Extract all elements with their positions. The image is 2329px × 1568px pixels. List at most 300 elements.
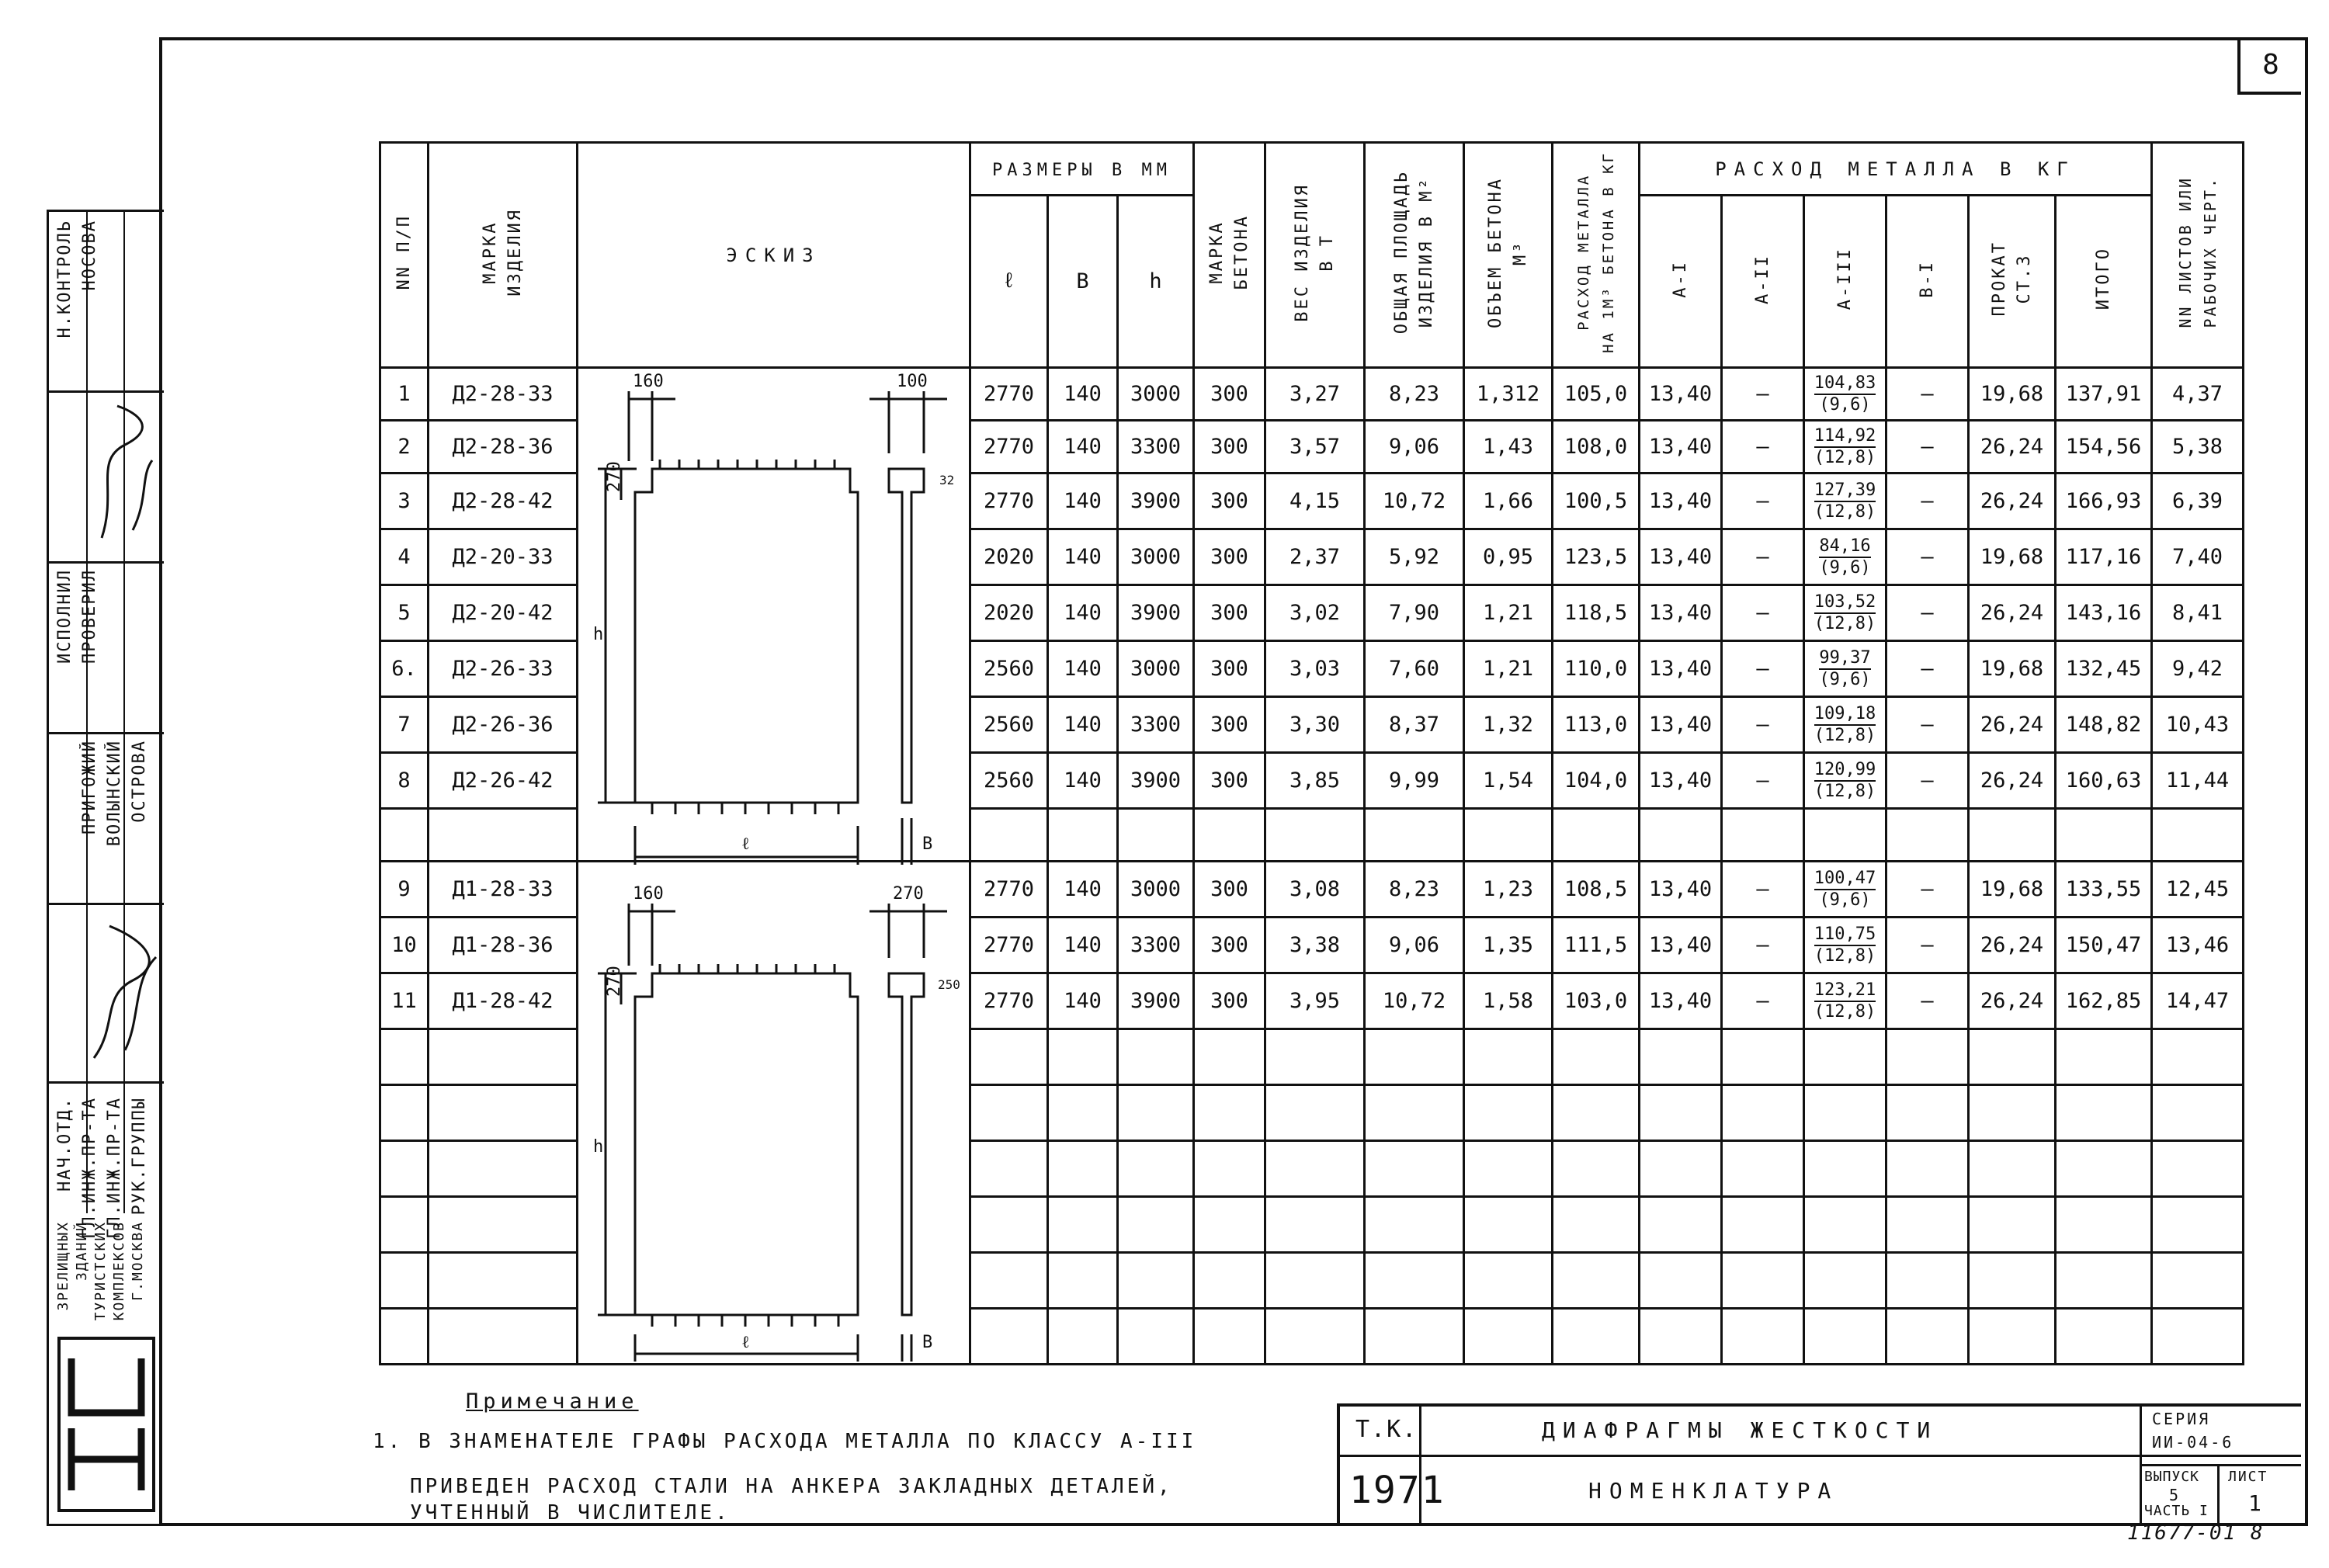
- row-number: 6.: [380, 641, 429, 697]
- cell-rolled: [1969, 1029, 2056, 1085]
- dim-label: 270: [605, 966, 624, 997]
- cell-volume: [1464, 1253, 1553, 1309]
- a3-numerator: 123,21: [1814, 980, 1876, 1000]
- cell-area: 10,72: [1365, 973, 1464, 1029]
- cell-v1: —: [1886, 697, 1969, 753]
- cell-area: [1365, 809, 1464, 862]
- stamp-role: ГЛ.ИНЖ.ПР-ТА: [80, 1097, 99, 1239]
- cell-total: [2056, 1029, 2152, 1085]
- cell-total: 154,56: [2056, 421, 2152, 474]
- header-area: ОБЩАЯ ПЛОЩАДЬ ИЗДЕЛИЯ В М²: [1365, 143, 1464, 368]
- cell-sheet: [2152, 1141, 2244, 1197]
- cell-volume: [1464, 1197, 1553, 1253]
- cell-area: 10,72: [1365, 474, 1464, 529]
- cell-a1: 13,40: [1640, 641, 1722, 697]
- org-line: ТУРИСТСКИХ: [92, 1221, 109, 1321]
- a3-denominator: (9,6): [1819, 557, 1871, 578]
- cell-area: [1365, 1309, 1464, 1365]
- cell-per_m3: [1553, 1141, 1640, 1197]
- cell-a3: [1804, 973, 1886, 1029]
- cell-total: 132,45: [2056, 641, 2152, 697]
- series-value: ИИ-04-6: [2152, 1433, 2234, 1452]
- cell-area: 8,23: [1365, 862, 1464, 918]
- cell-volume: 1,66: [1464, 474, 1553, 529]
- cell-v1: [1886, 1029, 1969, 1085]
- cell-sheet: [2152, 1309, 2244, 1365]
- dim-label: ℓ: [741, 1333, 750, 1352]
- note-line: ПРИВЕДЕН РАСХОД СТАЛИ НА АНКЕРА ЗАКЛАДНЫХ ДЕТАЛЕЙ,: [410, 1475, 1173, 1498]
- cell-b: [1048, 1141, 1118, 1197]
- a3-numerator: 114,92: [1814, 425, 1876, 446]
- cell-a3: [1804, 421, 1886, 474]
- cell-v1: —: [1886, 641, 1969, 697]
- cell-a1: 13,40: [1640, 973, 1722, 1029]
- cell-concrete: [1194, 1141, 1265, 1197]
- cell-v1: —: [1886, 862, 1969, 918]
- cell-rolled: [1969, 1253, 2056, 1309]
- cell-weight: [1265, 809, 1365, 862]
- cell-v1: [1886, 1141, 1969, 1197]
- cell-concrete: 300: [1194, 918, 1265, 973]
- sheet-value: 1: [2248, 1490, 2269, 1516]
- row-mark: Д2-26-33: [429, 641, 578, 697]
- row-mark: Д1-28-36: [429, 918, 578, 973]
- cell-weight: 3,95: [1265, 973, 1365, 1029]
- a3-denominator: (12,8): [1814, 613, 1876, 633]
- cell-a1: [1640, 1253, 1722, 1309]
- note-title: Примечание: [466, 1389, 639, 1414]
- cell-per_m3: [1553, 1029, 1640, 1085]
- cell-area: 7,60: [1365, 641, 1464, 697]
- cell-l: [970, 1197, 1048, 1253]
- cell-v1: —: [1886, 474, 1969, 529]
- stamp-name: ПРОВЕРИЛ: [80, 569, 99, 664]
- cell-b: 140: [1048, 918, 1118, 973]
- cell-a2: [1722, 1141, 1804, 1197]
- cell-l: [970, 1029, 1048, 1085]
- cell-l: [970, 1085, 1048, 1141]
- header-metal-per-m3: РАСХОД МЕТАЛЛА НА 1М³ БЕТОНА В КГ: [1553, 143, 1640, 368]
- cell-l: [970, 1309, 1048, 1365]
- title-block: [1337, 1403, 2301, 1523]
- sketches: [582, 368, 975, 1362]
- cell-volume: 1,58: [1464, 973, 1553, 1029]
- header-l: ℓ: [970, 196, 1048, 368]
- stamp-role: НАЧ.ОТД.: [55, 1097, 75, 1192]
- cell-a2: —: [1722, 474, 1804, 529]
- cell-volume: 1,35: [1464, 918, 1553, 973]
- row-number: [380, 1309, 429, 1365]
- row-mark: Д2-28-36: [429, 421, 578, 474]
- cell-volume: 1,23: [1464, 862, 1553, 918]
- cell-a1: [1640, 1085, 1722, 1141]
- org-line: ЗДАНИЙ: [74, 1221, 90, 1282]
- dim-label: 270: [893, 884, 924, 904]
- cell-total: [2056, 809, 2152, 862]
- cell-total: 117,16: [2056, 529, 2152, 585]
- cell-a2: —: [1722, 862, 1804, 918]
- cell-total: 143,16: [2056, 585, 2152, 641]
- cell-per_m3: [1553, 1309, 1640, 1365]
- cell-total: 160,63: [2056, 753, 2152, 809]
- cell-sheet: [2152, 1253, 2244, 1309]
- row-mark: Д2-20-42: [429, 585, 578, 641]
- cell-weight: [1265, 1085, 1365, 1141]
- cell-volume: 1,21: [1464, 585, 1553, 641]
- cell-a2: —: [1722, 421, 1804, 474]
- cell-concrete: 300: [1194, 641, 1265, 697]
- cell-h: [1118, 1141, 1194, 1197]
- header-num: NN П/П: [380, 143, 429, 368]
- cell-h: [1118, 1253, 1194, 1309]
- cell-volume: 0,95: [1464, 529, 1553, 585]
- cell-a2: [1722, 809, 1804, 862]
- cell-l: [970, 1253, 1048, 1309]
- cell-a1: 13,40: [1640, 421, 1722, 474]
- row-number: 2: [380, 421, 429, 474]
- cell-per_m3: 123,5: [1553, 529, 1640, 585]
- cell-concrete: [1194, 809, 1265, 862]
- cell-weight: 2,37: [1265, 529, 1365, 585]
- a3-numerator: 127,39: [1814, 480, 1876, 500]
- cell-volume: 1,312: [1464, 368, 1553, 421]
- cell-a3: [1804, 697, 1886, 753]
- cell-total: [2056, 1197, 2152, 1253]
- cell-area: 9,99: [1365, 753, 1464, 809]
- cell-rolled: [1969, 1141, 2056, 1197]
- row-mark: Д2-20-33: [429, 529, 578, 585]
- org-line: Г.МОСКВА: [130, 1221, 146, 1301]
- cell-h: 3300: [1118, 697, 1194, 753]
- cell-h: 3900: [1118, 973, 1194, 1029]
- cell-a3: [1804, 368, 1886, 421]
- cell-h: 3900: [1118, 753, 1194, 809]
- stamp-role: Н.КОНТРОЛЬ: [55, 220, 75, 338]
- cell-concrete: [1194, 1085, 1265, 1141]
- cell-a2: [1722, 1029, 1804, 1085]
- cell-l: 2770: [970, 421, 1048, 474]
- dim-label: h: [593, 625, 604, 644]
- a3-denominator: (9,6): [1814, 394, 1876, 415]
- cell-b: 140: [1048, 973, 1118, 1029]
- cell-a3: [1804, 753, 1886, 809]
- cell-volume: 1,32: [1464, 697, 1553, 753]
- cell-h: [1118, 1029, 1194, 1085]
- cell-a1: 13,40: [1640, 474, 1722, 529]
- header-volume: ОБЪЕМ БЕТОНА М³: [1464, 143, 1553, 368]
- cell-a1: 13,40: [1640, 697, 1722, 753]
- cell-sheet: 10,43: [2152, 697, 2244, 753]
- cell-b: [1048, 1197, 1118, 1253]
- cell-weight: [1265, 1309, 1365, 1365]
- organization-logo: [56, 1335, 157, 1514]
- cell-a2: [1722, 1197, 1804, 1253]
- cell-per_m3: 105,0: [1553, 368, 1640, 421]
- cell-rolled: [1969, 1309, 2056, 1365]
- cell-area: [1365, 1253, 1464, 1309]
- cell-concrete: [1194, 1197, 1265, 1253]
- cell-a2: —: [1722, 697, 1804, 753]
- a3-denominator: (9,6): [1814, 889, 1876, 911]
- cell-l: 2020: [970, 529, 1048, 585]
- header-concrete: МАРКА БЕТОНА: [1194, 143, 1265, 368]
- cell-total: 162,85: [2056, 973, 2152, 1029]
- a3-denominator: (12,8): [1814, 781, 1876, 801]
- year: 1971: [1349, 1469, 1446, 1512]
- header-h: h: [1118, 196, 1194, 368]
- cell-area: 8,37: [1365, 697, 1464, 753]
- cell-a2: —: [1722, 973, 1804, 1029]
- cell-h: 3000: [1118, 529, 1194, 585]
- row-number: [380, 1085, 429, 1141]
- cell-l: 2560: [970, 753, 1048, 809]
- header-mark: МАРКА ИЗДЕЛИЯ: [429, 143, 578, 368]
- cell-a1: 13,40: [1640, 753, 1722, 809]
- header-a3: А-III: [1804, 196, 1886, 368]
- cell-weight: 3,85: [1265, 753, 1365, 809]
- drawing-subtitle: НОМЕНКЛАТУРА: [1588, 1478, 1839, 1504]
- cell-b: 140: [1048, 862, 1118, 918]
- cell-weight: 3,27: [1265, 368, 1365, 421]
- a3-denominator: (12,8): [1814, 501, 1876, 522]
- cell-a2: —: [1722, 753, 1804, 809]
- sheet-number: 8: [2237, 37, 2301, 95]
- row-number: 8: [380, 753, 429, 809]
- cell-total: 150,47: [2056, 918, 2152, 973]
- cell-a3: [1804, 1197, 1886, 1253]
- cell-rolled: 26,24: [1969, 753, 2056, 809]
- cell-a2: [1722, 1309, 1804, 1365]
- cell-area: [1365, 1197, 1464, 1253]
- row-mark: Д2-28-33: [429, 368, 578, 421]
- stamp-name: ВОЛЫНСКИЙ: [105, 740, 124, 847]
- cell-a1: [1640, 1141, 1722, 1197]
- cell-h: 3000: [1118, 368, 1194, 421]
- cell-v1: —: [1886, 973, 1969, 1029]
- cell-b: [1048, 1029, 1118, 1085]
- cell-concrete: 300: [1194, 585, 1265, 641]
- cell-l: 2560: [970, 641, 1048, 697]
- cell-a3: [1804, 585, 1886, 641]
- header-b: В: [1048, 196, 1118, 368]
- a3-numerator: 100,47: [1814, 868, 1876, 888]
- cell-per_m3: 100,5: [1553, 474, 1640, 529]
- cell-h: 3000: [1118, 862, 1194, 918]
- cell-concrete: 300: [1194, 697, 1265, 753]
- cell-volume: [1464, 1085, 1553, 1141]
- cell-a3: [1804, 529, 1886, 585]
- cell-l: [970, 809, 1048, 862]
- cell-sheet: 8,41: [2152, 585, 2244, 641]
- cell-a2: —: [1722, 918, 1804, 973]
- cell-v1: [1886, 809, 1969, 862]
- cell-sheet: [2152, 1197, 2244, 1253]
- cell-v1: —: [1886, 753, 1969, 809]
- cell-l: 2770: [970, 973, 1048, 1029]
- cell-rolled: 19,68: [1969, 529, 2056, 585]
- cell-per_m3: 118,5: [1553, 585, 1640, 641]
- header-metal-group: РАСХОД МЕТАЛЛА В КГ: [1640, 143, 2152, 196]
- cell-sheet: 5,38: [2152, 421, 2244, 474]
- row-number: [380, 1029, 429, 1085]
- cell-v1: [1886, 1309, 1969, 1365]
- drawing-title: ДИАФРАГМЫ ЖЕСТКОСТИ: [1542, 1417, 1939, 1443]
- issue-label: ВЫПУСК: [2144, 1469, 2200, 1485]
- cell-concrete: 300: [1194, 421, 1265, 474]
- cell-rolled: 26,24: [1969, 918, 2056, 973]
- cell-volume: [1464, 809, 1553, 862]
- cell-area: 7,90: [1365, 585, 1464, 641]
- dim-label: 250: [938, 977, 960, 992]
- row-number: 3: [380, 474, 429, 529]
- cell-a1: [1640, 809, 1722, 862]
- cell-b: [1048, 1309, 1118, 1365]
- cell-weight: 3,30: [1265, 697, 1365, 753]
- cell-concrete: 300: [1194, 862, 1265, 918]
- cell-per_m3: 108,0: [1553, 421, 1640, 474]
- row-number: 9: [380, 862, 429, 918]
- cell-b: [1048, 1253, 1118, 1309]
- cell-b: 140: [1048, 697, 1118, 753]
- dim-label: В: [922, 834, 933, 854]
- row-number: 10: [380, 918, 429, 973]
- cell-total: 133,55: [2056, 862, 2152, 918]
- cell-volume: 1,43: [1464, 421, 1553, 474]
- sheet-label: ЛИСТ: [2228, 1469, 2268, 1485]
- cell-weight: 3,03: [1265, 641, 1365, 697]
- a3-numerator: 120,99: [1814, 759, 1876, 779]
- cell-b: 140: [1048, 753, 1118, 809]
- cell-h: [1118, 1085, 1194, 1141]
- row-number: 4: [380, 529, 429, 585]
- cell-rolled: [1969, 1197, 2056, 1253]
- row-mark: Д1-28-42: [429, 973, 578, 1029]
- cell-volume: 1,21: [1464, 641, 1553, 697]
- sketch-diaphragm-d1: [598, 904, 947, 1362]
- cell-total: 166,93: [2056, 474, 2152, 529]
- cell-b: 140: [1048, 474, 1118, 529]
- cell-rolled: 26,24: [1969, 973, 2056, 1029]
- signature-image: [86, 911, 161, 1074]
- row-number: [380, 809, 429, 862]
- cell-total: [2056, 1085, 2152, 1141]
- cell-a1: 13,40: [1640, 862, 1722, 918]
- dim-label: 32: [939, 473, 955, 487]
- header-dims: РАЗМЕРЫ В ММ: [970, 143, 1194, 196]
- cell-weight: 4,15: [1265, 474, 1365, 529]
- cell-b: 140: [1048, 368, 1118, 421]
- cell-a3: [1804, 641, 1886, 697]
- row-number: 7: [380, 697, 429, 753]
- cell-l: 2770: [970, 862, 1048, 918]
- a3-denominator: (12,8): [1814, 1001, 1876, 1022]
- cell-h: [1118, 1309, 1194, 1365]
- part-label: ЧАСТЬ I: [2144, 1503, 2209, 1519]
- cell-total: [2056, 1309, 2152, 1365]
- cell-b: 140: [1048, 641, 1118, 697]
- row-mark: Д2-26-42: [429, 753, 578, 809]
- a3-numerator: 84,16: [1819, 536, 1871, 556]
- cell-per_m3: 104,0: [1553, 753, 1640, 809]
- cell-b: 140: [1048, 529, 1118, 585]
- note-line: 1. В ЗНАМЕНАТЕЛЕ ГРАФЫ РАСХОДА МЕТАЛЛА ПО КЛАССУ А-III: [373, 1430, 1197, 1453]
- cell-rolled: 19,68: [1969, 641, 2056, 697]
- cell-per_m3: [1553, 809, 1640, 862]
- row-mark: [429, 1253, 578, 1309]
- row-mark: [429, 1141, 578, 1197]
- a3-denominator: (12,8): [1814, 447, 1876, 467]
- row-mark: [429, 809, 578, 862]
- cell-per_m3: [1553, 1197, 1640, 1253]
- cell-a2: —: [1722, 585, 1804, 641]
- cell-l: 2560: [970, 697, 1048, 753]
- cell-b: 140: [1048, 585, 1118, 641]
- cell-l: [970, 1141, 1048, 1197]
- issue-value: 5: [2169, 1486, 2187, 1504]
- signature-image: [86, 398, 161, 553]
- archive-number: 11677-01 8: [2127, 1521, 2265, 1545]
- cell-per_m3: 113,0: [1553, 697, 1640, 753]
- cell-sheet: 13,46: [2152, 918, 2244, 973]
- cell-weight: [1265, 1029, 1365, 1085]
- cell-rolled: 26,24: [1969, 585, 2056, 641]
- cell-sheet: 7,40: [2152, 529, 2244, 585]
- cell-a1: [1640, 1029, 1722, 1085]
- sketch-diaphragm-d2: [598, 391, 947, 865]
- cell-h: 3300: [1118, 421, 1194, 474]
- cell-weight: 3,08: [1265, 862, 1365, 918]
- cell-v1: [1886, 1253, 1969, 1309]
- cell-v1: [1886, 1197, 1969, 1253]
- cell-a2: —: [1722, 641, 1804, 697]
- cell-sheet: [2152, 809, 2244, 862]
- cell-l: 2770: [970, 918, 1048, 973]
- stamp-name: ОСТРОВА: [130, 740, 149, 823]
- cell-sheet: [2152, 1029, 2244, 1085]
- cell-area: 9,06: [1365, 918, 1464, 973]
- cell-concrete: 300: [1194, 368, 1265, 421]
- row-mark: Д2-28-42: [429, 474, 578, 529]
- cell-weight: 3,57: [1265, 421, 1365, 474]
- row-mark: Д2-26-36: [429, 697, 578, 753]
- stamp-name: ПРИГОЖИЙ: [80, 740, 99, 834]
- row-mark: [429, 1197, 578, 1253]
- cell-per_m3: 110,0: [1553, 641, 1640, 697]
- cell-concrete: [1194, 1309, 1265, 1365]
- cell-total: [2056, 1141, 2152, 1197]
- cell-per_m3: [1553, 1085, 1640, 1141]
- a3-denominator: (12,8): [1814, 725, 1876, 745]
- cell-area: [1365, 1141, 1464, 1197]
- cell-area: 5,92: [1365, 529, 1464, 585]
- cell-concrete: 300: [1194, 529, 1265, 585]
- row-mark: [429, 1029, 578, 1085]
- dim-label: В: [922, 1333, 933, 1352]
- cell-volume: [1464, 1141, 1553, 1197]
- row-number: [380, 1253, 429, 1309]
- cell-a1: 13,40: [1640, 585, 1722, 641]
- a3-denominator: (9,6): [1819, 669, 1871, 689]
- dim-label: 160: [633, 372, 664, 391]
- cell-a1: [1640, 1309, 1722, 1365]
- dim-label: 100: [897, 372, 928, 391]
- header-weight: ВЕС ИЗДЕЛИЯ В Т: [1265, 143, 1365, 368]
- cell-rolled: 19,68: [1969, 368, 2056, 421]
- a3-numerator: 103,52: [1814, 591, 1876, 612]
- cell-per_m3: 111,5: [1553, 918, 1640, 973]
- cell-area: [1365, 1085, 1464, 1141]
- dim-label: ℓ: [741, 834, 750, 854]
